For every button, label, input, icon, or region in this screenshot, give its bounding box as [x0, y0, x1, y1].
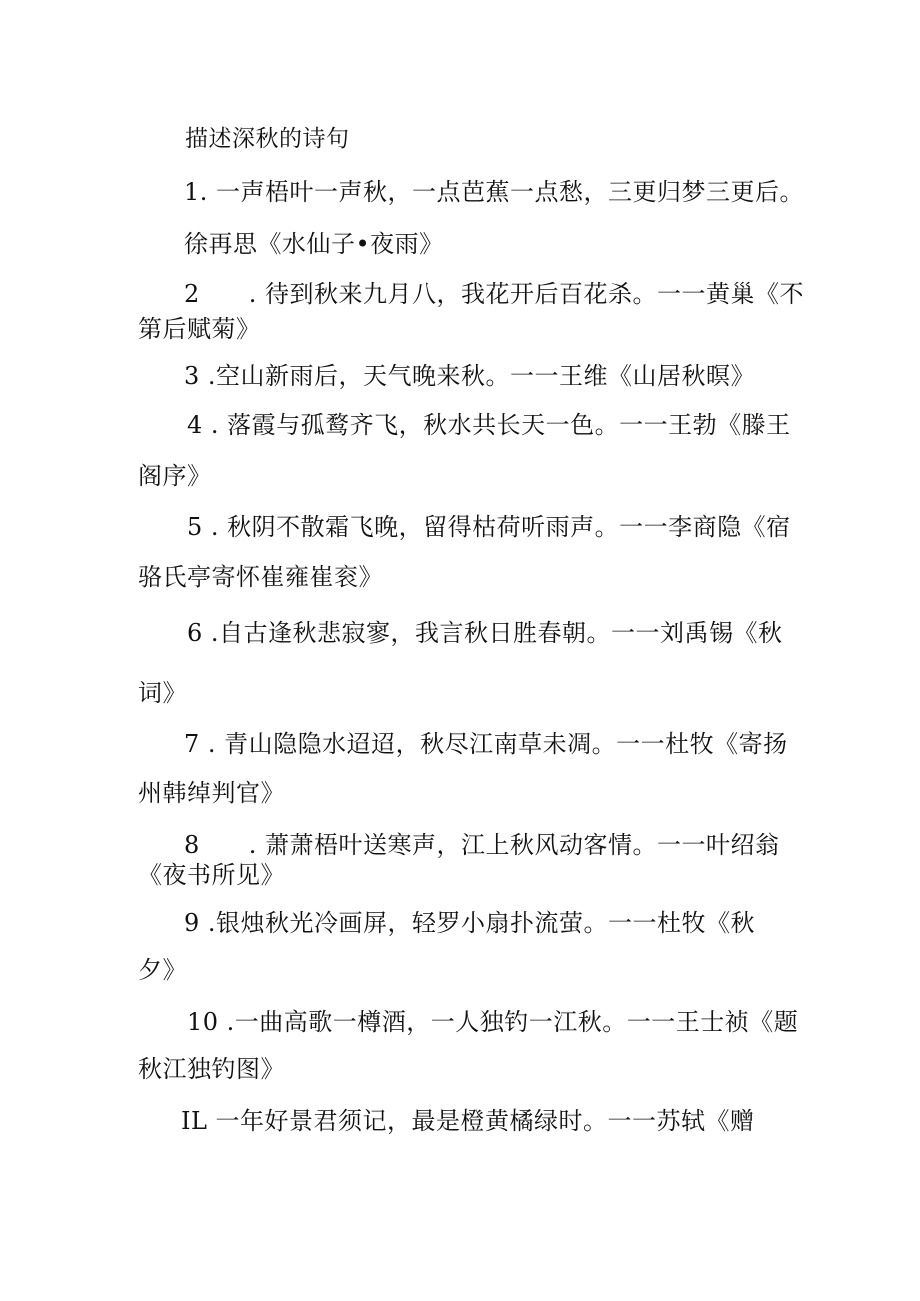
poem-line-9-cont: 夕》: [138, 956, 187, 984]
document-title: 描述深秋的诗句: [185, 126, 350, 152]
poem-line-7-cont: 州韩绰判官》: [138, 779, 285, 807]
poem-line-11: IL 一年好景君须记，最是橙黄橘绿时。一一苏轼《赠: [181, 1107, 755, 1135]
poem-line-2-cont: 第后赋菊》: [138, 315, 261, 343]
poem-line-8-cont: 《夜书所见》: [138, 861, 285, 889]
poem-line-8: 8 . 萧萧梧叶送寒声，江上秋风动客情。一一叶绍翁: [184, 831, 780, 859]
poem-line-2: 2 . 待到秋来九月八，我花开后百花杀。一一黄巢《不: [184, 280, 805, 308]
poem-line-5: 5 . 秋阴不散霜飞晚，留得枯荷听雨声。一一李商隐《宿: [187, 513, 791, 541]
poem-line-4: 4 . 落霞与孤鹜齐飞，秋水共长天一色。一一王勃《滕王: [187, 411, 791, 439]
poem-line-3: 3 .空山新雨后，天气晚来秋。一一王维《山居秋暝》: [184, 362, 756, 390]
poem-line-6: 6 .自古逢秋悲寂寥，我言秋日胜春朝。一一刘禹锡《秋: [187, 619, 783, 647]
poem-line-10-cont: 秋江独钓图》: [138, 1055, 285, 1083]
poem-line-5-cont: 骆氏亭寄怀崔雍崔衮》: [138, 563, 383, 591]
poem-line-1: 1. 一声梧叶一声秋，一点芭蕉一点愁，三更归梦三更后。: [184, 178, 805, 206]
poem-line-7: 7 . 青山隐隐水迢迢，秋尽江南草未凋。一一杜牧《寄扬: [184, 730, 788, 758]
poem-line-1-source: 徐再思《水仙子•夜雨》: [184, 230, 444, 258]
poem-line-6-cont: 词》: [138, 679, 187, 707]
poem-line-4-cont: 阁序》: [138, 462, 212, 490]
poem-line-10: 10 .一曲高歌一樽酒，一人独钓一江秋。一一王士祯《题: [187, 1008, 799, 1036]
poem-line-9: 9 .银烛秋光冷画屏，轻罗小扇扑流萤。一一杜牧《秋: [184, 909, 756, 937]
